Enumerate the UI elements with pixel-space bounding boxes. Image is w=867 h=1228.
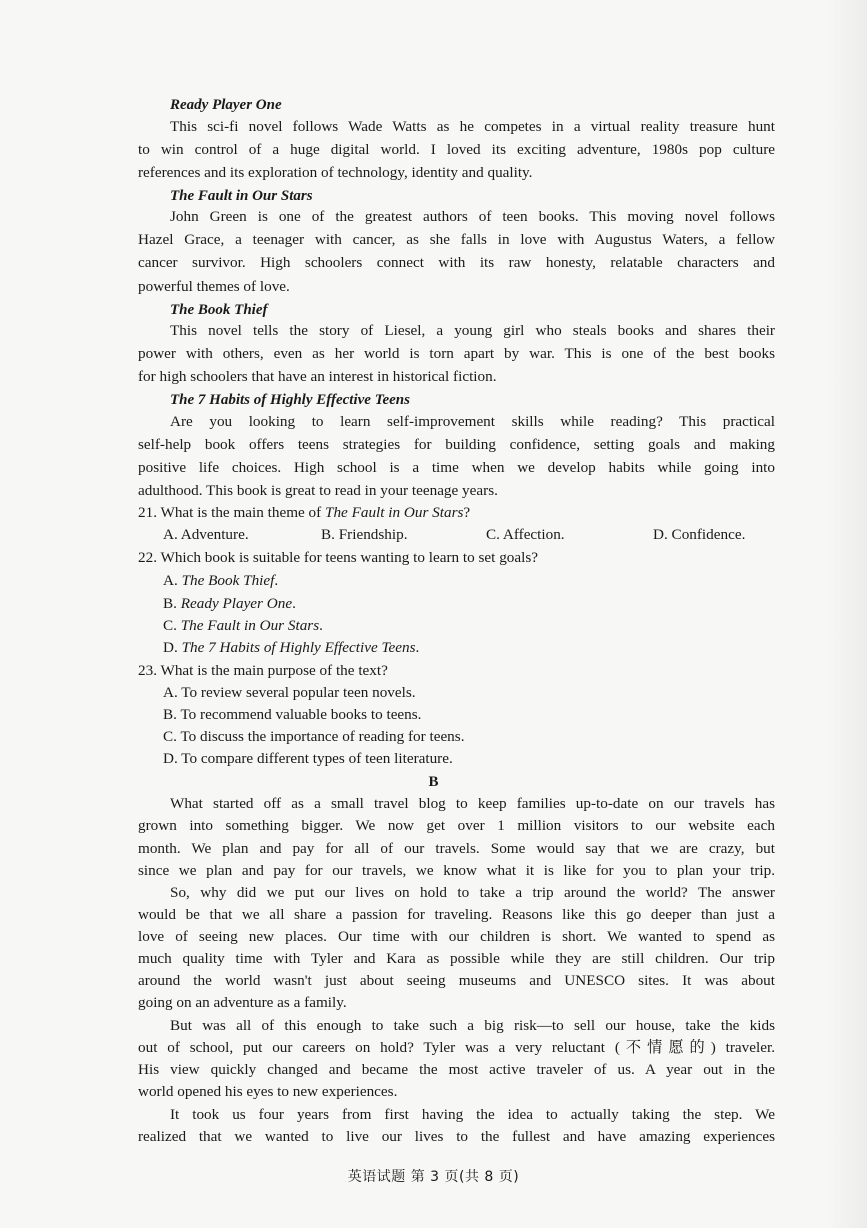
q23-option-b[interactable]: B. To recommend valuable books to teens. <box>163 706 422 723</box>
page-footer: 英语试题 第 3 页(共 8 页) <box>347 1169 520 1185</box>
paragraph-line: to win control of a huge digital world. I loved its exciting adventure, 1980s pop culture <box>138 141 775 158</box>
paragraph-line: Are you looking to learn self-improvement skills while reading? This practical <box>170 413 775 430</box>
paragraph-line: going on an adventure as a family. <box>138 994 347 1011</box>
q23-option-c[interactable]: C. To discuss the importance of reading for teens. <box>163 728 465 745</box>
paragraph-line: since we plan and pay for our travels, we know what it is like for you to plan your trip. <box>138 862 775 879</box>
q22-option-a[interactable]: A. The Book Thief. <box>163 572 279 589</box>
q22-option-c[interactable]: C. The Fault in Our Stars. <box>163 617 323 634</box>
q23-option-a[interactable]: A. To review several popular teen novels. <box>163 684 416 701</box>
book-title-7-habits: The 7 Habits of Highly Effective Teens <box>170 392 410 408</box>
q22-option-d[interactable]: D. The 7 Habits of Highly Effective Teens. <box>163 639 420 656</box>
paragraph-line: His view quickly changed and became the most active traveler of us. A year out in the <box>138 1061 775 1078</box>
book-title-ready-player-one: Ready Player One <box>170 97 282 113</box>
question-23-stem: 23. What is the main purpose of the text? <box>138 662 388 679</box>
question-21-stem: 21. What is the main theme of The Fault in Our Stars? <box>138 504 471 521</box>
paragraph-line: references and its exploration of technology, identity and quality. <box>138 164 533 181</box>
paragraph-line: So, why did we put our lives on hold to take a trip around the world? The answer <box>170 884 775 901</box>
paragraph-line: out of school, put our careers on hold? Tyler was a very reluctant (不情愿的) traveler. <box>138 1039 775 1056</box>
paragraph-line: love of seeing new places. Our time with our children is short. We wanted to spend as <box>138 928 775 945</box>
q21-option-b[interactable]: B. Friendship. <box>321 526 408 543</box>
paragraph-line: would be that we all share a passion for traveling. Reasons like this go deeper than just a <box>138 906 775 923</box>
paragraph-line: This sci-fi novel follows Wade Watts as he competes in a virtual reality treasure hunt <box>170 118 775 135</box>
q21-option-c[interactable]: C. Affection. <box>486 526 565 543</box>
paragraph-line: around the world wasn't just about seeing museums and UNESCO sites. It was about <box>138 972 775 989</box>
paragraph-line: John Green is one of the greatest authors of teen books. This moving novel follows <box>170 208 775 225</box>
paragraph-line: power with others, even as her world is torn apart by war. This is one of the best books <box>138 345 775 362</box>
paragraph-line: adulthood. This book is great to read in your teenage years. <box>138 482 498 499</box>
section-b-heading: B <box>428 774 439 790</box>
paragraph-line: powerful themes of love. <box>138 278 290 295</box>
q23-option-d[interactable]: D. To compare different types of teen literature. <box>163 750 453 767</box>
question-22-stem: 22. Which book is suitable for teens wanting to learn to set goals? <box>138 549 538 566</box>
paragraph-line: grown into something bigger. We now get over 1 million visitors to our website each <box>138 817 775 834</box>
paragraph-line: But was all of this enough to take such a big risk—to sell our house, take the kids <box>170 1017 775 1034</box>
paragraph-line: This novel tells the story of Liesel, a young girl who steals books and shares their <box>170 322 775 339</box>
book-title-fault-in-our-stars: The Fault in Our Stars <box>170 188 313 204</box>
paragraph-line: realized that we wanted to live our lives to the fullest and have amazing experiences <box>138 1128 775 1145</box>
paragraph-line: What started off as a small travel blog to keep families up-to-date on our travels has <box>170 795 775 812</box>
book-title-book-thief: The Book Thief <box>170 302 268 318</box>
paragraph-line: Hazel Grace, a teenager with cancer, as she falls in love with Augustus Waters, a fellow <box>138 231 775 248</box>
paragraph-line: It took us four years from first having the idea to actually taking the step. We <box>170 1106 775 1123</box>
paragraph-line: cancer survivor. High schoolers connect with its raw honesty, relatable characters and <box>138 254 775 271</box>
paragraph-line: for high schoolers that have an interest in historical fiction. <box>138 368 497 385</box>
paragraph-line: world opened his eyes to new experiences. <box>138 1083 398 1100</box>
q22-option-b[interactable]: B. Ready Player One. <box>163 595 296 612</box>
q21-option-a[interactable]: A. Adventure. <box>163 526 249 543</box>
q21-option-d[interactable]: D. Confidence. <box>653 526 746 543</box>
paragraph-line: self-help book offers teens strategies for building confidence, setting goals and making <box>138 436 775 453</box>
scan-edge-shadow <box>827 0 867 1228</box>
paragraph-line: month. We plan and pay for all of our travels. Some would say that we are crazy, but <box>138 840 775 857</box>
paragraph-line: positive life choices. High school is a time when we develop habits while going into <box>138 459 775 476</box>
paragraph-line: much quality time with Tyler and Kara as possible while they are still children. Our trip <box>138 950 775 967</box>
